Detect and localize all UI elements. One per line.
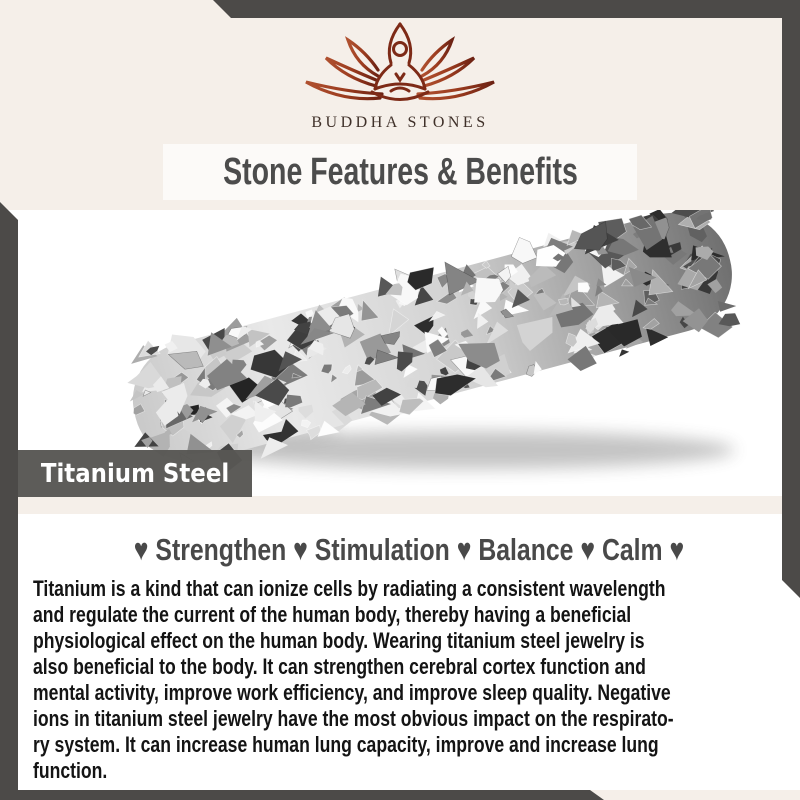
paragraph-line: and regulate the current of the human body, thereby having a beneficial [33,602,632,627]
frame-ribbon-right [782,0,800,598]
paragraph-line: Titanium is a kind that can ionize cells by radiating a consistent wavelength [33,576,666,601]
paragraph-line: physiological effect on the human body. Wearing titanium steel jewelry is [33,628,645,653]
lotus-meditation-icon [290,20,510,112]
section-title: Stone Features & Benefits [222,150,578,193]
product-label-text: Titanium Steel [40,458,230,489]
brand-name: BUDDHA STONES [311,114,489,131]
frame-ribbon-left [0,202,18,800]
paragraph-line: ry system. It can increase human lung capacity, improve and increase lung [33,732,659,757]
benefits-section [18,514,800,790]
brand-header [0,20,800,132]
benefits-headline: ♥ Strengthen ♥ Stimulation ♥ Balance ♥ Calm ♥ [133,532,685,567]
paragraph-line: ions in titanium steel jewelry have the most obvious impact on the respirato- [33,706,674,731]
paragraph-line: function. [33,758,108,783]
paragraph-line: mental activity, improve work efficiency, and improve sleep quality. Negative [33,680,671,705]
product-label-bar [18,450,252,497]
section-title-band [163,144,637,200]
benefits-paragraph [33,576,800,784]
paragraph-line: also beneficial to the body. It can strengthen cerebral cortex function and [33,654,646,679]
frame-ribbon-bottom [0,790,800,800]
frame-ribbon-top [0,0,800,18]
